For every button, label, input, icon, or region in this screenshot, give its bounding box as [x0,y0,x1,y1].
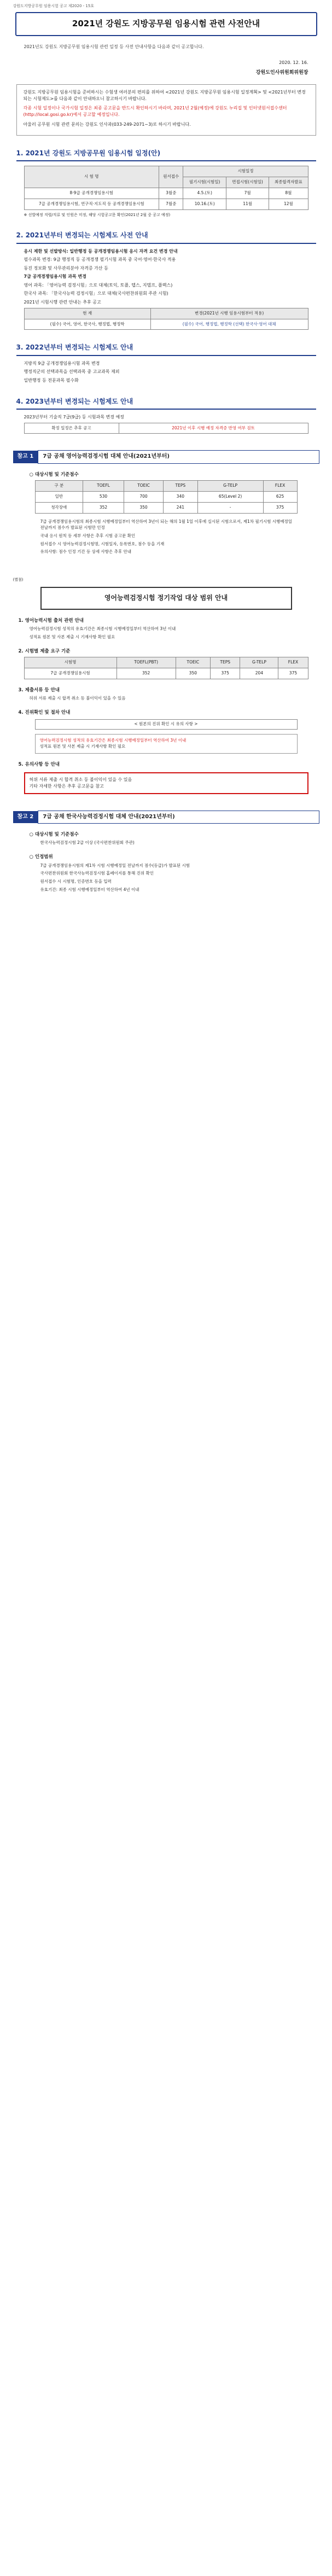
reference-header [13,811,319,824]
table-row [35,503,297,514]
issuing-org: 강원도인사위원회위원장 [255,70,308,76]
subheading: 1. 영어능력시험 출처 관련 안내 [18,617,84,623]
subheading: ○ 대상시험 및 기준점수 [29,471,79,477]
list-item: 2021년 시험시행 관련 안내는 추후 공고 [24,300,101,305]
table-cell: 3월중 [159,188,183,199]
section-title: 3. 2022년부터 변경되는 시험제도 안내 [16,343,316,355]
table-cell: 340 [164,492,197,503]
paragraph: 7급 공개경쟁임용시험의 제1차 시험 시행예정일 전날까지 점수(등급)가 발표된 시험 [40,862,190,868]
table-cell: 625 [263,492,297,503]
table-cell: 350 [176,668,210,679]
reference-tag: 참고 2 [13,811,38,824]
paragraph: 유의사항: 점수 인정 기간 등 상세 사항은 추후 안내 [40,549,131,555]
table-cell: 700 [124,492,163,503]
check-box [35,734,298,754]
warning-box [24,772,308,794]
table-cell: (필수) 국어, 행정법, 행정학 (선택) 한국사·영어 대체 [150,319,308,330]
table-header: TOEFL(PBT) [117,657,176,668]
table-cell: 352 [83,503,124,514]
subheading: ○ 인정범위 [29,854,53,860]
attachment-label: (별첨) [13,578,24,582]
paragraph: 국내 응시 원칙 등 세부 사항은 추후 시험 공고문 확인 [40,533,136,538]
table-header: 시험일정 [183,166,308,177]
paragraph: 성적표 원본 및 사본 제출 시 기재사항 확인 필요 [29,634,115,639]
table-cell: 12월 [269,199,308,210]
table-cell: 530 [83,492,124,503]
table-note: ※ 선발예정 직렬/직류 및 인원은 미정, 해당 시험공고문 확인(2021년 2월 중 공고 예정) [24,212,171,217]
score-table [35,480,298,514]
table-header: 원서접수 [159,166,183,188]
table-cell: 350 [124,503,163,514]
table-row [24,668,308,679]
section-title: 4. 2023년부터 변경되는 시험제도 안내 [16,397,316,410]
check-title: < 원본의 진위 확인 시 유의 사항 > [35,719,298,730]
reference-header [13,450,319,464]
subheading: 2. 시험별 제출 요구 기준 [18,648,71,654]
table-header: TEPS [210,657,240,668]
table-header: TOEFL [83,481,124,492]
list-item: 7급 공개경쟁임용시험 과목 변경 [24,274,86,279]
table-header: 현 재 [24,308,150,319]
notice-box [16,84,316,136]
table-cell: 확정 일정은 추후 공고 [24,423,119,434]
table-cell: (필수) 국어, 영어, 한국사, 행정법, 행정학 [24,319,150,330]
table-cell: 8월 [269,188,308,199]
table-header: TOEIC [176,657,210,668]
reference-body [19,471,314,555]
table-header: TOEIC [124,481,163,492]
list-item: 한국사 과목: 「한국사능력 검정시험」으로 대체(국사편찬위원회 주관 시험) [24,291,168,296]
paragraph: 허위 서류 제출 시 합격 취소 등 불이익이 있을 수 있음 [29,696,126,701]
paragraph: 국사편찬위원회 한국사능력검정시험 홈페이지를 통해 진위 확인 [40,871,154,876]
bullet-list [24,414,308,421]
change-table-wrap [24,308,308,330]
table-cell: 204 [240,668,278,679]
table-row [24,188,308,199]
schedule-table [24,166,308,210]
paragraph: 성적표 원본 및 사본 제출 시 기재사항 확인 필요 [39,744,126,749]
schedule-table-wrap [24,166,308,210]
table-cell: 65(Level 2) [197,492,263,503]
subheading: ○ 대상시험 및 기준점수 [29,832,79,838]
paragraph: 원서접수 시 영어능력검정시험명, 시험일자, 등록번호, 점수 등을 기재 [40,541,165,546]
table-cell: 7월 [226,188,269,199]
table-header: 구 분 [35,481,83,492]
table-header: 시험명 [24,657,117,668]
table-cell: 375 [263,503,297,514]
table-cell: 7급 공개경쟁임용시험 [24,668,117,679]
intro-text: 2021년도 강원도 지방공무원 임용시험 관련 일정 등 사전 안내사항을 다음과 같이 공고합니다. [24,44,204,49]
attachment-title: 영어능력검정시험 정기작업 대상 범위 안내 [40,587,292,609]
list-item: 일반행정 등 전문과목 필수화 [24,378,79,383]
subheading: 4. 진위확인 및 절차 안내 [18,710,71,716]
table-row [24,423,308,434]
bullet-list [24,248,308,306]
paragraph: 7급 공개경쟁임용시험의 최종시험 시행예정일부터 역산하여 3년이 되는 해의 1월 1일 이후에 실시된 시험으로서, 제1차 필기시험 시행예정일 전날까지 점수가 발표된 시험만 인정 [40,518,292,530]
reference-title: 7급 공채 한국사능력검정시험 대체 안내(2021년부터) [38,811,319,824]
paragraph: 기타 자세한 사항은 추후 공고문을 참고 [29,783,104,789]
table-row [24,319,308,330]
table-header: G-TELP [197,481,263,492]
table-header: 필기시험(시험일) [183,177,226,188]
table-cell: 352 [117,668,176,679]
table-header: FLEX [263,481,297,492]
list-item: 영어 과목: 「영어능력 검정시험」으로 대체(토익, 토플, 텝스, 지텔프, 플렉스) [24,282,173,288]
notice-paragraph: 각종 시험 일정이나 국가시험 일정은 최종 공고문을 반드시 확인하시기 바라며, 2021년 2월(예정)에 강원도 누리집 및 인터넷원서접수센터(http://local.gosi.go.kr)에서 공고할 예정입니다. [23,106,287,117]
table-cell: 청각장애 [35,503,83,514]
list-item: 2023년부터 기술직 7급(9급) 등 시험과목 변경 예정 [24,414,124,419]
criteria-table-wrap [24,657,308,679]
table-cell: 일반 [35,492,83,503]
table-header: 면접시험(시험일) [226,177,269,188]
subheading: 5. 유의사항 등 안내 [18,762,60,768]
paragraph: 허위 서류 제출 시 합격 취소 등 불이익이 있을 수 있음 [29,777,132,783]
table-row [35,492,297,503]
criteria-table [24,657,308,679]
paragraph: 영어능력검정시험 성적의 유효기간은 최종시험 시행예정일부터 역산하여 3년 이내 [29,626,176,632]
score-table-wrap [35,480,298,514]
reference-body [19,831,314,893]
table-header: 시 험 명 [24,166,159,188]
table-cell: - [197,503,263,514]
paragraph: 영어능력검정시험 성적의 유효기간은 최종시험 시행예정일부터 역산하여 3년 이내 [39,738,187,743]
table-cell: 11월 [226,199,269,210]
table-cell: 375 [278,668,308,679]
reference-tag: 참고 1 [13,451,38,463]
document-title: 2021년 강원도 지방공무원 임용시험 관련 사전안내 [15,12,317,36]
notice-date: 2020. 12. 16. [279,60,308,66]
table-cell: 241 [164,503,197,514]
table-cell: 7월중 [159,199,183,210]
change-table [24,308,308,330]
paragraph: 유효기간: 최종 시험 시행예정일부터 역산하여 4년 이내 [40,887,139,893]
list-item: 행정직군의 선택과목을 선택과목 중 고교과목 제외 [24,369,120,375]
table-cell: 10.16.(토) [183,199,226,210]
table-row [24,199,308,210]
table-header: G-TELP [240,657,278,668]
reference-title: 7급 공채 영어능력검정시험 대체 안내(2021년부터) [38,450,319,464]
table-header: 최종합격자발표 [269,177,308,188]
section-title: 2. 2021년부터 변경되는 시험제도 사전 안내 [16,231,316,243]
table-cell: 4.5.(토) [183,188,226,199]
section-title: 1. 2021년 강원도 지방공무원 임용시험 일정(안) [16,149,316,161]
table-header: 변경(2021년 시행 임용시험부터 적용) [150,308,308,319]
notice-number: 강원도지방공무원 임용시험 공고 제2020 - 15호 [13,4,95,8]
subheading: 3. 제출서류 등 안내 [18,687,60,693]
notice-paragraph: 강원도 지방공무원 임용시험을 준비하시는 수험생 여러분의 편의를 위하여 <2021년 강원도 지방공무원 임용시험 일정계획> 및 <2021년부터 변경되는 시험제도>를 다음과 같이 안내하오니 참고하시기 바랍니다. [23,90,306,101]
table-cell: 2021년 이후 시행 예정 자격증 반영 여부 검토 [119,423,308,434]
table-cell: 7급 공개경쟁임용시험, 연구직·지도직 등 공개경쟁임용시험 [24,199,159,210]
paragraph: 원서접수 시 시험명, 인증번호 등을 입력 [40,879,112,884]
sec4-table [24,423,308,434]
paragraph: 한국사능력검정시험 2급 이상 (국사편찬위원회 주관) [40,840,135,846]
list-item: 필수과목 변경: 9급 행정직 등 공개경쟁 필기시험 과목 중 국어·영어·한국사 적용 [24,257,176,263]
table-header: TEPS [164,481,197,492]
table-cell: 375 [210,668,240,679]
list-item: 응시 제한 및 선발방식: 일반행정 등 공개경쟁임용시험 응시 자격 요건 변경 안내 [24,248,178,254]
notice-paragraph: 아울러 공무원 시험 관련 문의는 강원도 인사과(033-249-2071~3)로 하시기 바랍니다. [23,121,191,127]
table-cell: 8·9급 공개경쟁임용시험 [24,188,159,199]
table-header: FLEX [278,657,308,668]
list-item: 동진 정보화 및 사무관리분야 자격증 가산 등 [24,265,108,271]
bullet-list [24,360,308,384]
sec4-table-wrap [24,423,308,434]
document-page [8,0,325,893]
list-item: 지방직 9급 공개경쟁임용시험 과목 변경 [24,360,100,366]
